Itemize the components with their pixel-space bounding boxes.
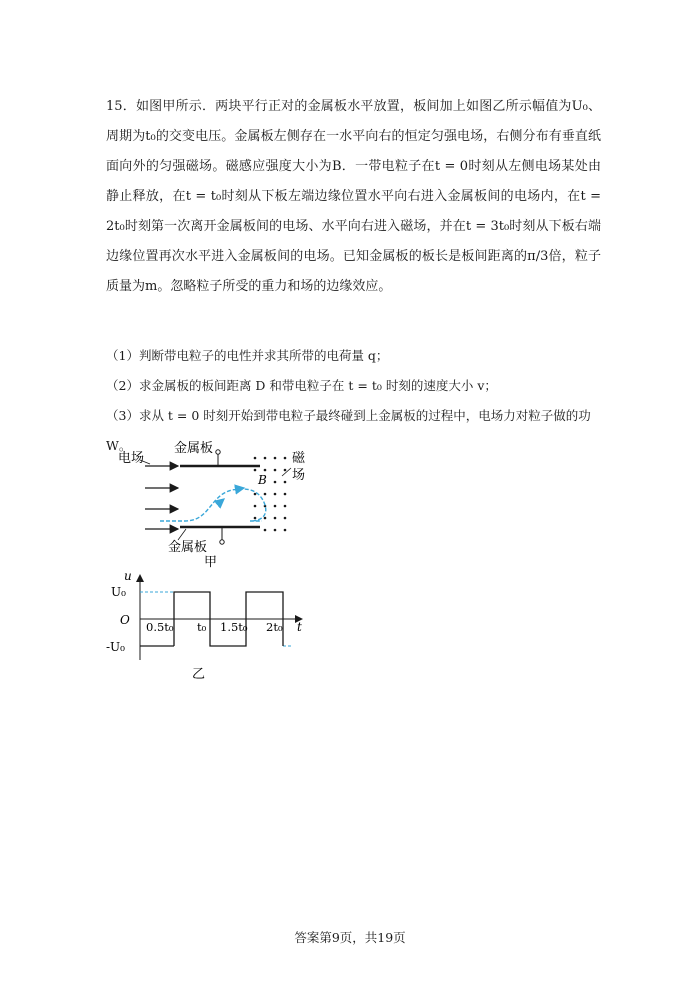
sub-question-1: （1）判断带电粒子的电性并求其所带的电荷量 q； (106, 348, 389, 363)
top-plate-label: 金属板 (174, 441, 214, 456)
page-footer: 答案第9页，共19页 (294, 930, 406, 945)
figure-jia-caption: 甲 (204, 555, 218, 570)
problem-number: 15． (106, 99, 136, 114)
magnetic-field-label-1: 磁 (292, 451, 306, 466)
tick-2t0: 2t₀ (266, 620, 283, 634)
origin-label: O (120, 613, 130, 627)
problem-text: 如图甲所示．两块平行正对的金属板水平放置，板间加上如图乙所示幅值为U₀、周期为t₀的交变电压。金属板左侧存在一水平向右的恒定匀强电场，右侧分布有垂直纸面向外的匀强磁场。磁感应强度大小为B．一带电粒子在t = 0时刻从左侧电场某处由静止释放，在t = t₀时刻从下板左端边缘位置水平向右进入金属板间的电场内，在t = 2t₀时刻第一次离开金属板间的电场、水平向右进入磁场，并在t = 3t₀时刻从下板右端边缘位置再次水平进入金属板间的电场。已知金属板的板长是板间距离的π/3倍，粒子质量为m。忽略粒子所受的重力和场的边缘效应。 (106, 99, 601, 294)
tick-1-5t0: 1.5t₀ (220, 620, 248, 634)
u-axis-label: u (124, 569, 132, 583)
bottom-plate-label: 金属板 (168, 540, 208, 555)
neg-u0-label: -U₀ (106, 640, 125, 654)
figure-yi-caption: 乙 (192, 667, 206, 682)
tick-0-5t0: 0.5t₀ (146, 620, 174, 634)
t-axis-label: t (297, 620, 302, 634)
sub-question-2: （2）求金属板的板间距离 D 和带电粒子在 t = t₀ 时刻的速度大小 v； (106, 378, 497, 393)
u0-label: U₀ (111, 585, 126, 599)
tick-t0: t₀ (197, 620, 207, 634)
electric-field-label: 电场 (118, 451, 145, 466)
magnetic-field-label-2: 场 (292, 468, 306, 483)
b-field-label: B (258, 473, 267, 487)
sub-question-3: （3）求从 t = 0 时刻开始到带电粒子最终碰到上金属板的过程中，电场力对粒子做的功 W。 (106, 408, 591, 453)
